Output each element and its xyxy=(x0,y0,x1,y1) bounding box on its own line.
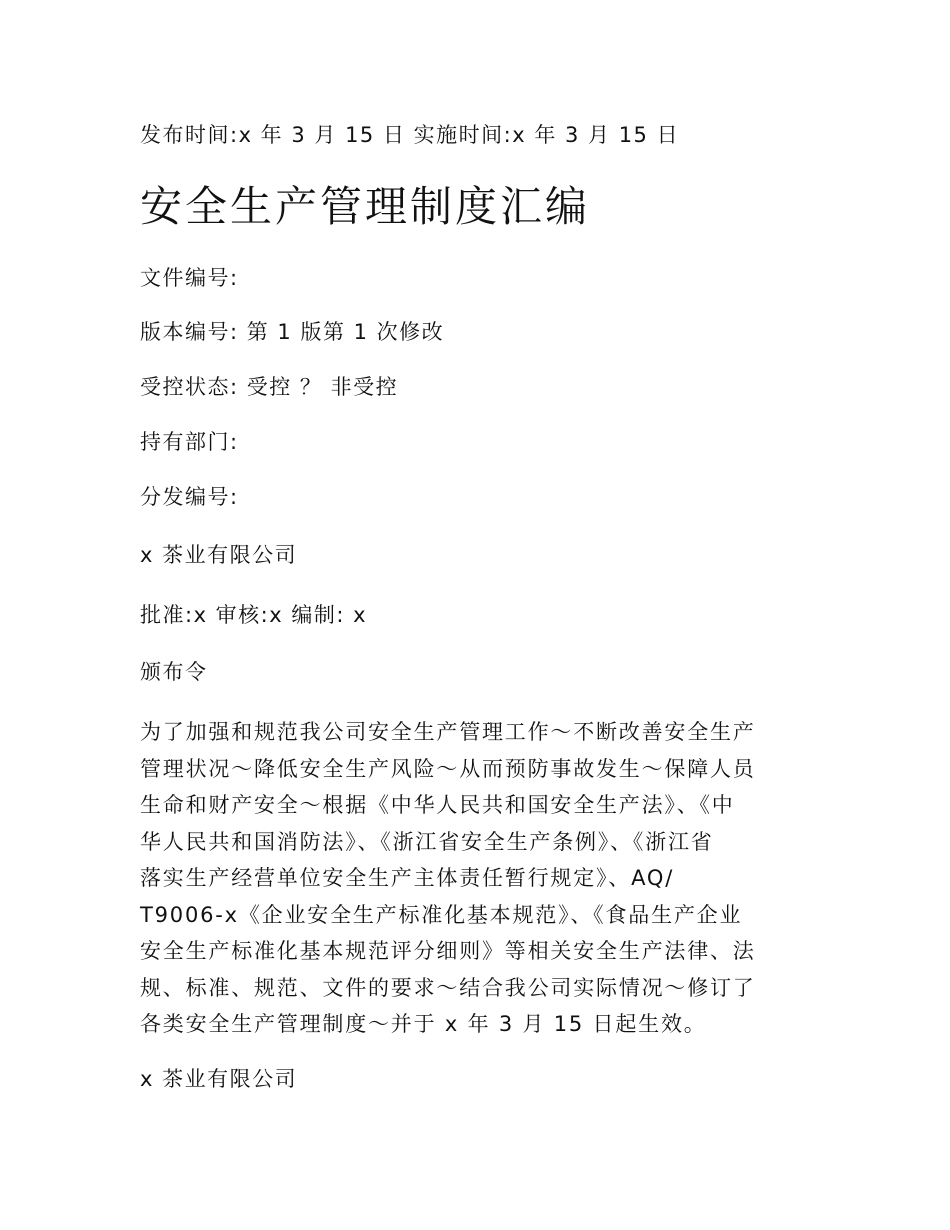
paragraph-line: 各类安全生产管理制度～并于 x 年 3 月 15 日起生效。 xyxy=(140,1012,707,1036)
paragraph-line: 落实生产经营单位安全生产主体责任暂行规定》、AQ/ xyxy=(140,866,675,890)
company-name: x 茶业有限公司 xyxy=(140,543,298,567)
decree-heading: 颁布令 xyxy=(140,660,208,684)
document-title: 安全生产管理制度汇编 xyxy=(140,182,591,231)
publish-implement-dates: 发布时间:x 年 3 月 15 日 实施时间:x 年 3 月 15 日 xyxy=(140,123,680,147)
decree-paragraph xyxy=(140,714,820,1043)
paragraph-line: T9006-x《企业安全生产标准化基本规范》、《食品生产企业 xyxy=(140,902,743,927)
holding-department-field: 持有部门: xyxy=(140,430,239,454)
paragraph-line: 生命和财产安全～根据《中华人民共和国安全生产法》、《中 xyxy=(140,793,735,817)
control-status-field: 受控状态: 受控 ？ 非受控 xyxy=(140,375,399,399)
paragraph-line: 规、标准、规范、文件的要求～结合我公司实际情况～修订了 xyxy=(140,975,756,1000)
version-field: 版本编号: 第 1 版第 1 次修改 xyxy=(140,320,445,344)
approval-line: 批准:x 审核:x 编制: x xyxy=(140,603,368,627)
paragraph-line: 安全生产标准化基本规范评分细则》等相关安全生产法律、法 xyxy=(140,939,756,963)
paragraph-line: 为了加强和规范我公司安全生产管理工作～不断改善安全生产 xyxy=(140,720,756,744)
distribution-number-field: 分发编号: xyxy=(140,485,239,509)
paragraph-line: 管理状况～降低安全生产风险～从而预防事故发生～保障人员 xyxy=(140,756,756,781)
file-number-field: 文件编号: xyxy=(140,266,239,290)
decree-signature: x 茶业有限公司 xyxy=(140,1067,298,1091)
paragraph-line: 华人民共和国消防法》、《浙江省安全生产条例》、《浙江省 xyxy=(140,829,714,854)
